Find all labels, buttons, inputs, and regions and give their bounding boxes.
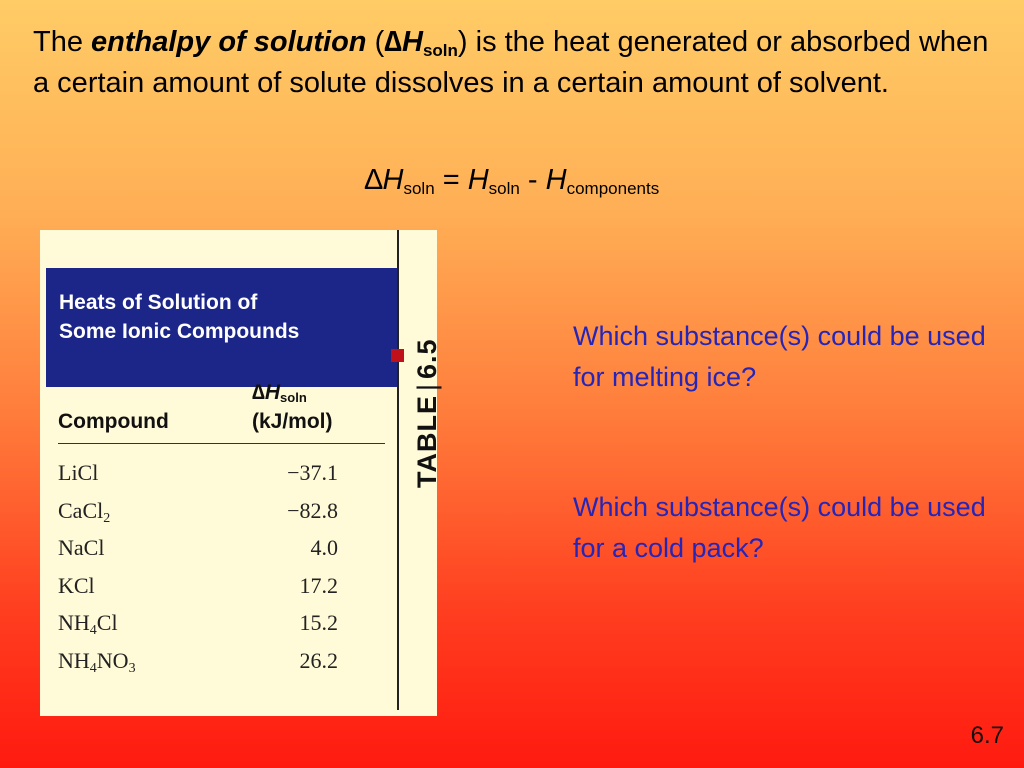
value-cell: 26.2 xyxy=(299,647,338,673)
compound-cell: NaCl xyxy=(58,535,105,560)
intro-lead: The xyxy=(33,26,92,58)
col-delta: ∆ xyxy=(252,381,265,404)
delta-symbol: ∆ xyxy=(384,26,402,58)
col-h: H xyxy=(264,381,281,404)
table-row xyxy=(58,535,338,573)
table-number-label xyxy=(412,338,443,488)
intro-paragraph xyxy=(33,22,993,104)
formula-h3: H xyxy=(545,164,567,196)
formula-sub1: soln xyxy=(403,179,435,198)
value-cell: −37.1 xyxy=(287,460,338,485)
formula-minus: - xyxy=(519,164,546,196)
table-label-separator: | xyxy=(412,382,442,391)
red-square-marker xyxy=(391,349,404,362)
compound-cell: LiCl xyxy=(58,460,99,485)
table-rows xyxy=(58,460,338,685)
table-row xyxy=(58,460,338,498)
compound-cell: $NH_4NO_3$ xyxy=(58,647,136,676)
question-melting-ice: Which substance(s) could be used for melting ice? xyxy=(573,321,986,392)
intro-rest: ) is the heat generated or absorbed when a certain amount of solute dissolves in a certain amount of solvent. xyxy=(33,26,989,99)
col-sub: soln xyxy=(280,390,307,405)
table-row xyxy=(58,573,338,611)
value-cell: 15.2 xyxy=(299,610,338,635)
formula-h1: H xyxy=(382,164,404,196)
heats-of-solution-table xyxy=(40,230,442,716)
table-label-word: TABLE xyxy=(412,395,442,488)
header-rule xyxy=(58,443,385,444)
table-top-strip xyxy=(40,230,397,268)
table-row xyxy=(58,610,338,648)
table-title-line2: Some Ionic Compounds xyxy=(59,320,300,343)
table-header-band xyxy=(46,268,397,387)
intro-subscript: soln xyxy=(422,41,458,60)
formula-equals: = xyxy=(434,164,468,196)
intro-open: ( xyxy=(366,26,385,58)
table-title-line1: Heats of Solution of xyxy=(59,291,258,314)
table-title xyxy=(59,288,299,346)
compound-cell: CaCl$_2$ xyxy=(58,497,111,526)
col-unit: (kJ/mol) xyxy=(252,410,333,433)
enthalpy-formula xyxy=(0,162,1024,198)
column-header-delta-h xyxy=(252,378,333,436)
compound-cell: $NH_4Cl$ xyxy=(58,610,118,638)
formula-h2: H xyxy=(467,164,489,196)
value-cell: 17.2 xyxy=(299,572,338,598)
formula-sub3: components xyxy=(566,179,660,198)
value-cell: 4.0 xyxy=(310,535,338,560)
compound-cell: KCl xyxy=(58,572,95,598)
table-divider-line xyxy=(397,230,399,710)
formula-sub2: soln xyxy=(488,179,520,198)
value-cell: −82.8 xyxy=(287,497,338,523)
slide-number: 6.7 xyxy=(970,722,1004,749)
intro-term: enthalpy of solution xyxy=(91,26,367,58)
enthalpy-symbol: H xyxy=(402,26,423,58)
formula-delta: ∆ xyxy=(364,164,383,196)
column-header-compound: Compound xyxy=(58,410,169,433)
table-row xyxy=(58,648,338,686)
table-label-number: 6.5 xyxy=(412,338,442,379)
question-cold-pack: Which substance(s) could be used for a cold pack? xyxy=(573,492,986,563)
table-row xyxy=(58,498,338,536)
